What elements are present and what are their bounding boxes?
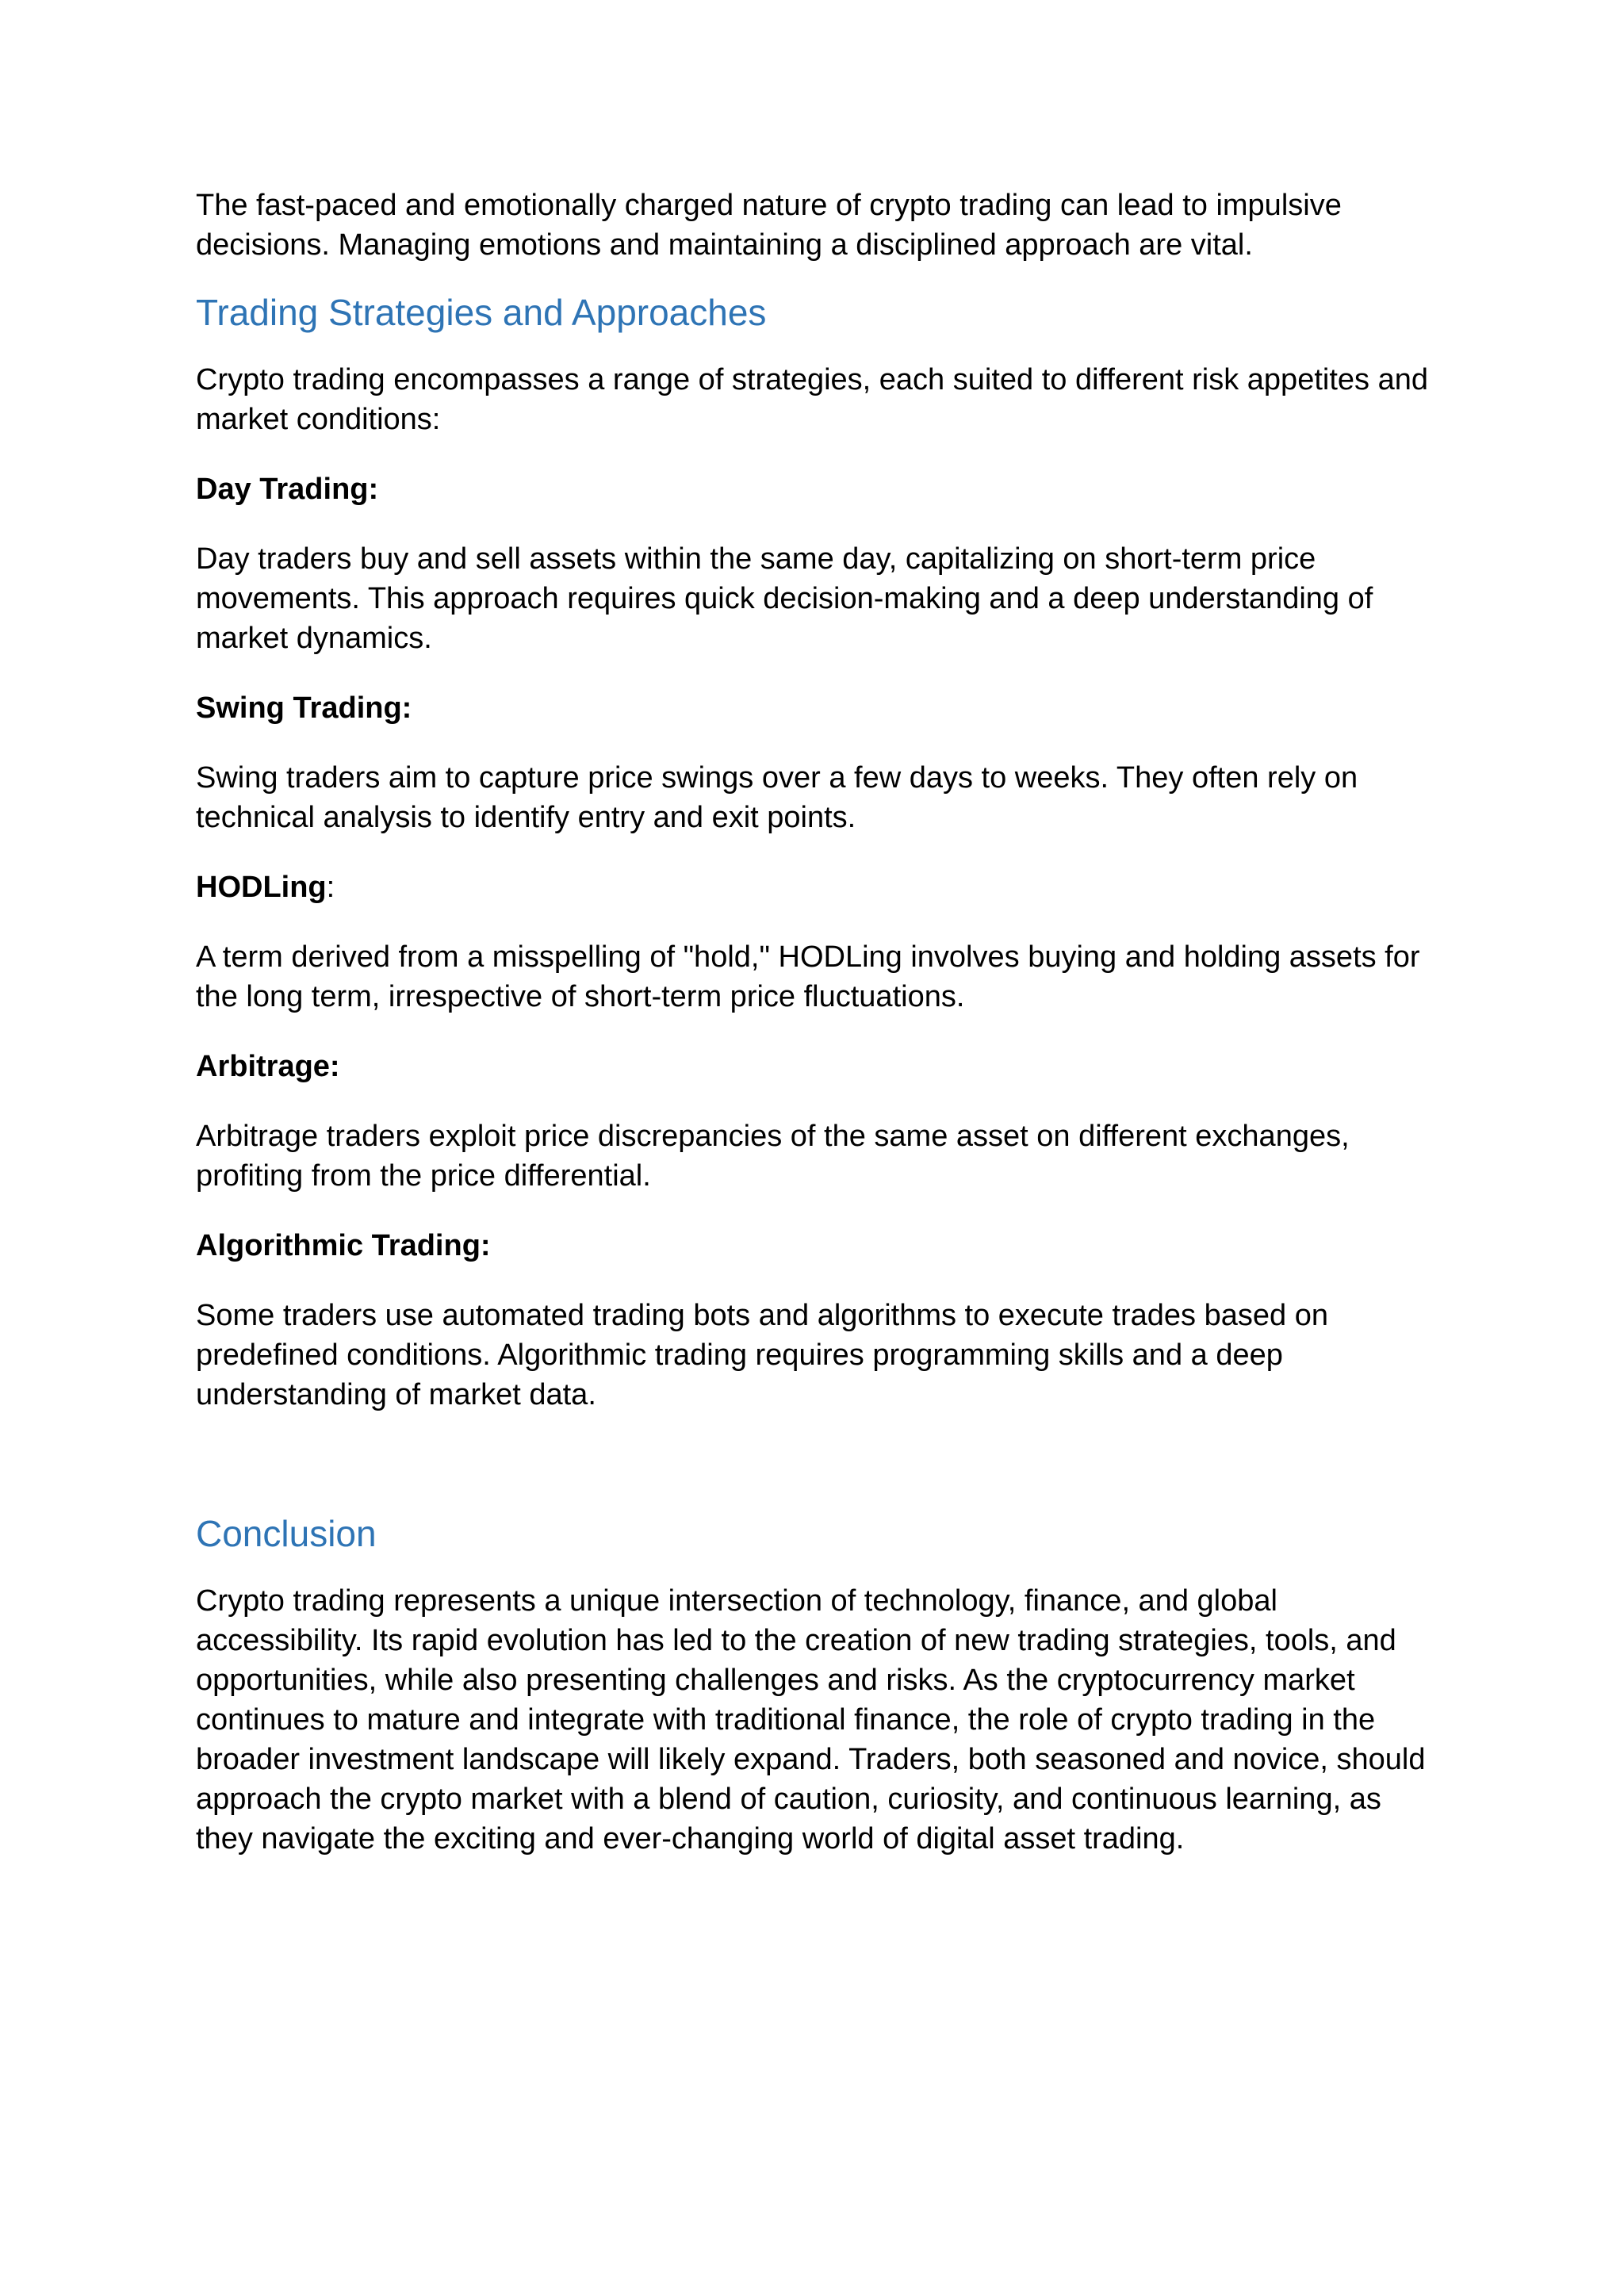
- strategy-text-arbitrage: Arbitrage traders exploit price discrepancies of the same asset on different exchanges, profiting from the price differential.: [196, 1120, 1350, 1193]
- strategy-label-text: Swing Trading:: [196, 691, 412, 725]
- strategy-text-algorithmic-trading: Some traders use automated trading bots and algorithms to execute trades based on predefined conditions. Algorithmic trading requires programming skills and a deep understanding of market data.: [196, 1299, 1328, 1411]
- strategy-text-hodling: A term derived from a misspelling of "hold," HODLing involves buying and holding assets for the long term, irrespective of short-term price fluctuations.: [196, 940, 1420, 1013]
- strategy-label-text: Algorithmic Trading:: [196, 1229, 491, 1262]
- strategy-label-day-trading: [196, 469, 1433, 509]
- strategy-label-hodling: [196, 867, 1433, 907]
- strategy-label-arbitrage: [196, 1047, 1433, 1086]
- strategies-heading: Trading Strategies and Approaches: [196, 292, 767, 333]
- strategy-text-day-trading: Day traders buy and sell assets within the same day, capitalizing on short-term price movements. This approach requires quick decision-making and a deep understanding of market dynamics.: [196, 542, 1373, 655]
- strategies-intro: Crypto trading encompasses a range of strategies, each suited to different risk appetites and market conditions:: [196, 363, 1428, 436]
- strategy-text-swing-trading: Swing traders aim to capture price swings over a few days to weeks. They often rely on technical analysis to identify entry and exit points.: [196, 761, 1358, 834]
- intro-paragraph: The fast-paced and emotionally charged nature of crypto trading can lead to impulsive decisions. Managing emotions and maintaining a disciplined approach are vital.: [196, 189, 1342, 262]
- strategy-label-text: HODLing: [196, 871, 327, 904]
- conclusion-paragraph: Crypto trading represents a unique intersection of technology, finance, and global accessibility. Its rapid evolution has led to the creation of new trading strategies, tools, and opportunities, while also presenting challenges and risks. As the cryptocurrency market continues to mature and integrate with traditional finance, the role of crypto trading in the broader investment landscape will likely expand. Traders, both seasoned and novice, should approach the crypto market with a blend of caution, curiosity, and continuous learning, as they navigate the exciting and ever-changing world of digital asset trading.: [196, 1584, 1426, 1855]
- document-page: [196, 186, 1433, 1859]
- conclusion-heading: Conclusion: [196, 1513, 377, 1554]
- strategy-label-text: Day Trading:: [196, 473, 379, 506]
- strategy-label-suffix: :: [326, 871, 335, 904]
- strategy-label-swing-trading: [196, 688, 1433, 728]
- strategy-label-algorithmic-trading: [196, 1226, 1433, 1266]
- strategy-label-text: Arbitrage:: [196, 1050, 340, 1083]
